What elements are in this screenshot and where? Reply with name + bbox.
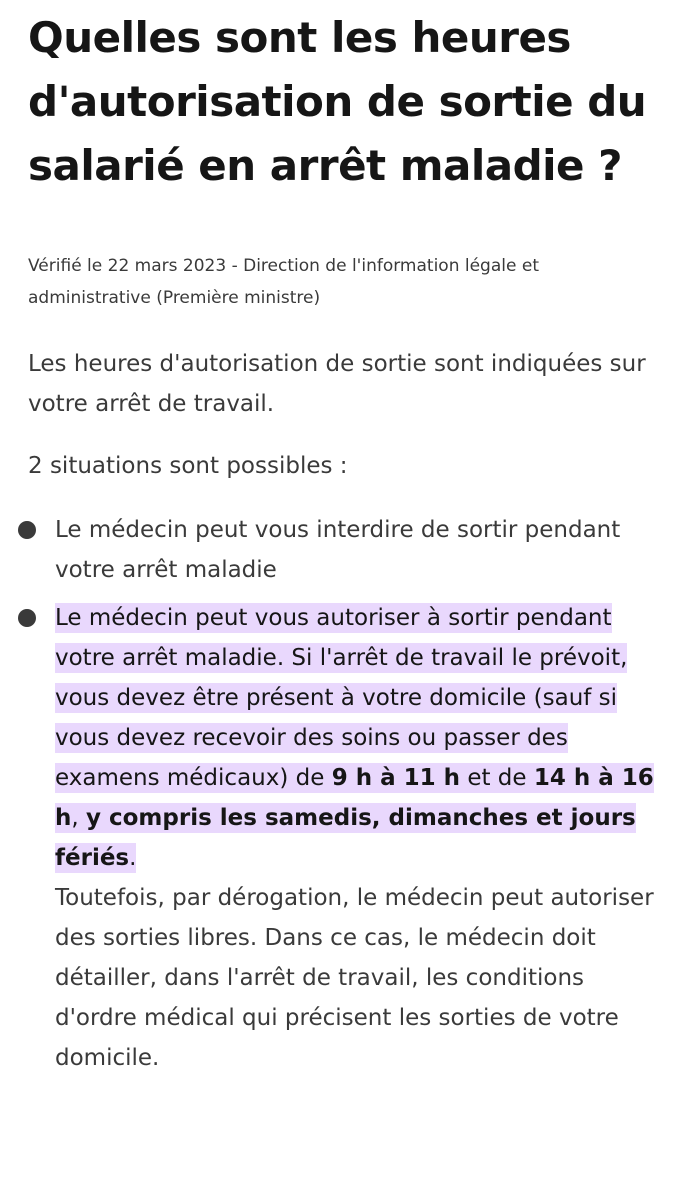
situations-label: 2 situations sont possibles :	[28, 453, 348, 479]
item-rest-text: Toutefois, par dérogation, le médecin peut autoriser des sorties libres. Dans ce cas, le médecin doit détailler, dans l'arrêt de travail, les conditions d'ordre médical qui précisent les sorties de votre domicile.	[55, 885, 654, 1071]
bullet-icon	[18, 521, 36, 539]
list-item	[28, 598, 661, 1078]
verification-meta: Vérifié le 22 mars 2023 - Direction de l'information légale et administrative (Première ministre)	[28, 256, 539, 308]
bold-afternoon-hours: 14 h à 16 h	[55, 765, 654, 831]
list-item	[28, 510, 661, 590]
highlight-comma: ,	[71, 805, 86, 831]
item-text: Le médecin peut vous interdire de sortir pendant votre arrêt maladie	[55, 517, 621, 583]
page-title: Quelles sont les heures d'autorisation de sortie du salarié en arrêt maladie ?	[28, 13, 647, 190]
intro-paragraph: Les heures d'autorisation de sortie sont indiquées sur votre arrêt de travail.	[28, 351, 646, 417]
highlight-start: Le médecin peut vous autoriser à sortir pendant votre arrêt maladie. Si l'arrêt de travail le prévoit, vous devez être présent à votre domicile (sauf si vous devez recevoir des soins ou passer des examens médicaux) de	[55, 605, 628, 791]
bold-morning-hours: 9 h à 11 h	[331, 765, 461, 791]
bold-weekend-note: y compris les samedis, dimanches et jours fériés	[55, 805, 636, 871]
bullet-icon	[18, 609, 36, 627]
highlight-mid: et de	[460, 765, 534, 791]
highlighted-text	[55, 603, 654, 873]
highlight-period: .	[129, 845, 137, 871]
situations-list	[28, 510, 661, 1078]
